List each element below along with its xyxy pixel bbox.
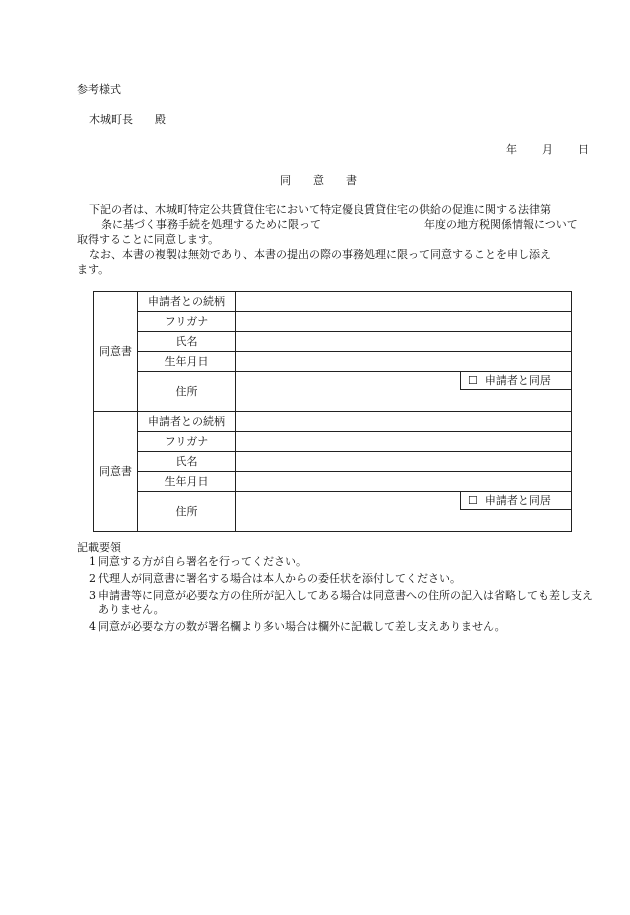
- address-field[interactable]: [236, 372, 572, 412]
- field-label-birthdate: 生年月日: [138, 472, 236, 492]
- field-label-name: 氏名: [138, 332, 236, 352]
- consent-group-label: 同意書: [94, 412, 138, 532]
- instruction-text: 申請書等に同意が必要な方の住所が記入してある場合は同意書への住所の記入は省略しても差し支えありません。: [98, 589, 593, 616]
- instruction-number: 3: [89, 589, 96, 602]
- body-para1-line2b: 年度の地方税関係情報について: [424, 218, 578, 231]
- date-day: 日: [578, 143, 589, 156]
- relationship-field[interactable]: [236, 412, 572, 432]
- cohabit-label: 申請者と同居: [484, 494, 551, 507]
- checkbox-icon[interactable]: ☐: [468, 494, 478, 507]
- body-para1-line3: 取得することに同意します。: [77, 233, 220, 246]
- table-row: [94, 332, 572, 352]
- table-row: [94, 432, 572, 452]
- name-field[interactable]: [236, 332, 572, 352]
- name-field[interactable]: [236, 452, 572, 472]
- birthdate-field[interactable]: [236, 472, 572, 492]
- instructions-heading: 記載要領: [77, 541, 121, 554]
- birthdate-field[interactable]: [236, 352, 572, 372]
- body-para2-line1: なお、本書の複製は無効であり、本書の提出の際の事務処理に限って同意することを申し添え: [89, 248, 551, 261]
- field-label-name: 氏名: [138, 452, 236, 472]
- instruction-item: [77, 572, 597, 586]
- cohabit-option[interactable]: [460, 492, 571, 510]
- date-year: 年: [506, 143, 517, 156]
- instruction-text: 同意が必要な方の数が署名欄より多い場合は欄外に記載して差し支えありません。: [98, 620, 506, 633]
- instruction-item: [77, 589, 597, 617]
- table-row: [94, 412, 572, 432]
- date-month: 月: [542, 143, 553, 156]
- field-label-address: 住所: [138, 492, 236, 532]
- table-row: [94, 312, 572, 332]
- furigana-field[interactable]: [236, 312, 572, 332]
- table-row: [94, 372, 572, 412]
- checkbox-icon[interactable]: ☐: [468, 374, 478, 387]
- instruction-item: [77, 555, 597, 569]
- cohabit-option[interactable]: [460, 372, 571, 390]
- body-para2-line2: ます。: [77, 263, 110, 276]
- table-row: [94, 292, 572, 312]
- field-label-furigana: フリガナ: [138, 312, 236, 332]
- addressee: 木城町長 殿: [89, 113, 166, 126]
- date-line: [506, 143, 589, 156]
- form-label: 参考様式: [77, 83, 121, 96]
- body-para1-line2a: 条に基づく事務手続を処理するために限って: [101, 218, 321, 231]
- field-label-address: 住所: [138, 372, 236, 412]
- instruction-number: 1: [89, 555, 96, 568]
- cohabit-label: 申請者と同居: [484, 374, 551, 387]
- document-title: 同 意 書: [280, 174, 357, 187]
- table-row: [94, 452, 572, 472]
- instructions: [77, 540, 597, 637]
- instruction-number: 2: [89, 572, 96, 585]
- consent-group-label: 同意書: [94, 292, 138, 412]
- instruction-text: 代理人が同意書に署名する場合は本人からの委任状を添付してください。: [98, 572, 461, 585]
- instruction-text: 同意する方が自ら署名を行ってください。: [98, 555, 307, 568]
- instruction-item: [77, 620, 597, 634]
- body-para1-line1: 下記の者は、木城町特定公共賃貸住宅において特定優良賃貸住宅の供給の促進に関する法律第: [89, 203, 551, 216]
- furigana-field[interactable]: [236, 432, 572, 452]
- consent-table: [93, 291, 572, 532]
- table-row: [94, 472, 572, 492]
- field-label-relationship: 申請者との続柄: [138, 292, 236, 312]
- field-label-relationship: 申請者との続柄: [138, 412, 236, 432]
- table-row: [94, 352, 572, 372]
- relationship-field[interactable]: [236, 292, 572, 312]
- instruction-number: 4: [89, 620, 96, 633]
- field-label-furigana: フリガナ: [138, 432, 236, 452]
- field-label-birthdate: 生年月日: [138, 352, 236, 372]
- address-field[interactable]: [236, 492, 572, 532]
- table-row: [94, 492, 572, 532]
